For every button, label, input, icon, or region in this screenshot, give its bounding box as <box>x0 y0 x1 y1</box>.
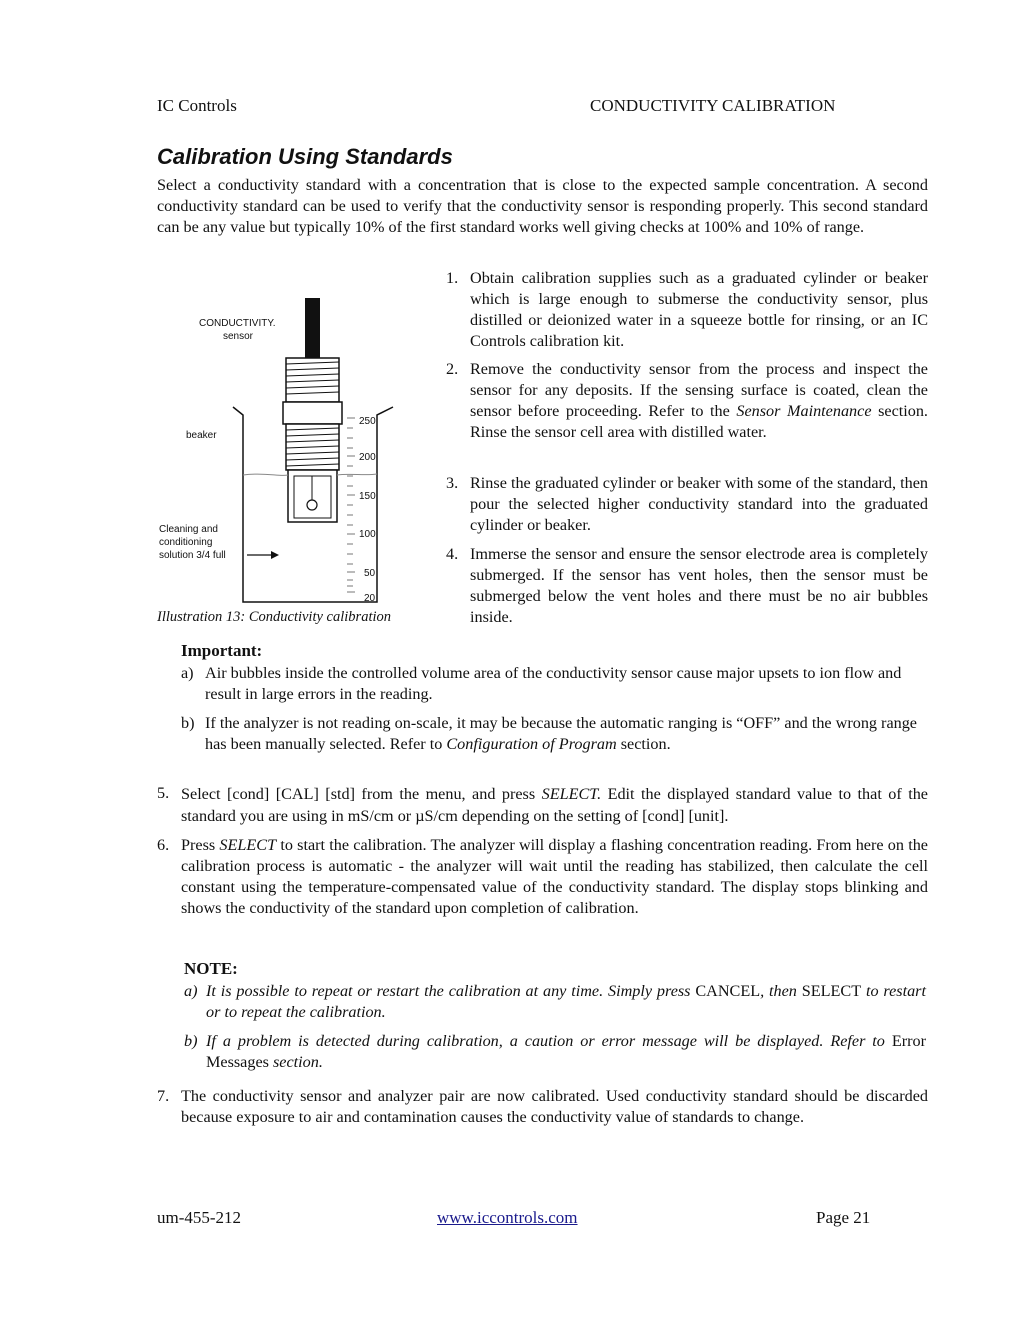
sensor-cable <box>305 298 320 358</box>
label-beaker: beaker <box>186 430 217 441</box>
note-item-b <box>184 1031 926 1073</box>
step-6-number: 6. <box>157 836 170 854</box>
arrow-head-icon <box>271 551 279 559</box>
step-6-text: Press SELECT to start the calibration. The analyzer will display a flashing concentration reading. From here on the calibration process is automatic - the analyzer will wait until the reading has stabilized, then calculate the cell constant using the temperature-compensated value of the conductivity standard. The display stops blinking and shows the conductivity of the standard upon completion of calibration. <box>181 836 928 917</box>
important-heading: Important: <box>181 641 263 660</box>
important-item-b <box>181 713 926 755</box>
error-messages-ref: Error Messages <box>206 1032 926 1071</box>
footer-doc-number: um-455-212 <box>157 1208 242 1227</box>
step-4-number: 4. <box>446 545 459 563</box>
note-item-a <box>184 981 926 1023</box>
step-4-text: Immerse the sensor and ensure the sensor electrode area is completely submerged. If the sensor has vent holes, then the sensor must be submerged below the vent holes and there must be no air bubbles inside. <box>470 545 928 626</box>
footer-website-link[interactable]: www.iccontrols.com <box>437 1208 578 1227</box>
label-sensor-line1: CONDUCTIVITY. <box>199 318 276 329</box>
calibration-diagram <box>155 280 440 610</box>
important-a-label: a) <box>181 664 194 682</box>
note-heading: NOTE: <box>184 959 238 978</box>
note-a-text: It is possible to repeat or restart the calibration at any time. Simply press CANCEL, then SELECT to restart or to repeat the calibration. <box>206 982 926 1021</box>
figure-caption: Illustration 13: Conductivity calibration <box>157 609 391 625</box>
step-1-number: 1. <box>446 269 459 287</box>
label-solution-line2: conditioning <box>159 537 213 548</box>
step-1 <box>446 268 928 352</box>
step-5-text: Select [cond] [CAL] [std] from the menu, and press SELECT. Edit the displayed standard value to that of the standard you are using in mS/cm or µS/cm depending on the setting of [cond] [unit]. <box>181 785 928 825</box>
important-b-text: If the analyzer is not reading on-scale, it may be because the automatic ranging is “OFF” and the wrong range has been manually selected. Refer to Configuration of Program section. <box>205 714 917 753</box>
label-solution-line1: Cleaning and <box>159 524 218 535</box>
label-sensor-line2: sensor <box>223 331 254 342</box>
step-3 <box>446 473 928 536</box>
step-4 <box>446 544 928 628</box>
important-item-a <box>181 663 926 705</box>
step-1-text: Obtain calibration supplies such as a graduated cylinder or beaker which is large enough to submerse the conductivity sensor, plus distilled or deionized water in a squeeze bottle for rinsing, or an IC Controls calibration kit. <box>470 269 928 350</box>
step-6 <box>157 835 928 919</box>
step-3-number: 3. <box>446 474 459 492</box>
label-solution-line3: solution 3/4 full <box>159 550 226 561</box>
select-key-3: SELECT <box>801 982 862 1000</box>
important-b-label: b) <box>181 714 195 732</box>
scale-label-50: 50 <box>364 568 376 579</box>
footer-page-number: Page 21 <box>816 1208 871 1227</box>
section-title: Calibration Using Standards <box>157 144 453 169</box>
select-key: SELECT. <box>541 785 602 803</box>
scale-label-100: 100 <box>359 529 376 540</box>
select-key-2: SELECT <box>219 836 277 854</box>
scale-label-150: 150 <box>359 491 376 502</box>
header-left: IC Controls <box>157 96 237 115</box>
step-2-text: Remove the conductivity sensor from the process and inspect the sensor for any deposits. If the sensing surface is coated, clean the sensor before proceeding. Refer to the Sensor Maintenance section. Rinse the sensor cell area with distilled water. <box>470 360 928 441</box>
scale-label-200: 200 <box>359 452 376 463</box>
scale-label-250: 250 <box>359 416 376 427</box>
sensor-collar <box>283 402 342 424</box>
scale-label-20: 20 <box>364 593 376 604</box>
configuration-ref: Configuration of Program <box>446 735 617 753</box>
note-b-label: b) <box>184 1032 198 1050</box>
sensor-maintenance-ref: Sensor Maintenance <box>736 402 872 420</box>
step-2 <box>446 359 928 443</box>
cancel-key: CANCEL <box>695 982 761 1000</box>
step-3-text: Rinse the graduated cylinder or beaker with some of the standard, then pour the selected higher conductivity standard into the graduated cylinder or beaker. <box>470 474 928 534</box>
calibration-figure <box>155 280 440 610</box>
step-5-number: 5. <box>157 784 170 802</box>
sensor-vent-hole <box>307 500 317 510</box>
note-a-label: a) <box>184 982 198 1000</box>
note-b-text: If a problem is detected during calibration, a caution or error message will be displayed. Refer to Error Messages section. <box>206 1032 926 1071</box>
header-right: CONDUCTIVITY CALIBRATION <box>590 96 836 115</box>
important-a-text: Air bubbles inside the controlled volume area of the conductivity sensor cause major upsets to ion flow and result in large errors in the reading. <box>205 664 902 703</box>
step-7 <box>157 1086 928 1128</box>
step-7-number: 7. <box>157 1087 170 1105</box>
intro-paragraph: Select a conductivity standard with a concentration that is close to the expected sample concentration. A second conductivity standard can be used to verify that the conductivity sensor is responding properly. This second standard can be any value but typically 10% of the first standard works well giving checks at 100% and 10% of range. <box>157 176 928 236</box>
step-7-text: The conductivity sensor and analyzer pair are now calibrated. Used conductivity standard should be discarded because exposure to air and contamination causes the conductivity value of standards to change. <box>181 1087 928 1126</box>
step-2-number: 2. <box>446 360 459 378</box>
step-5 <box>157 783 928 827</box>
